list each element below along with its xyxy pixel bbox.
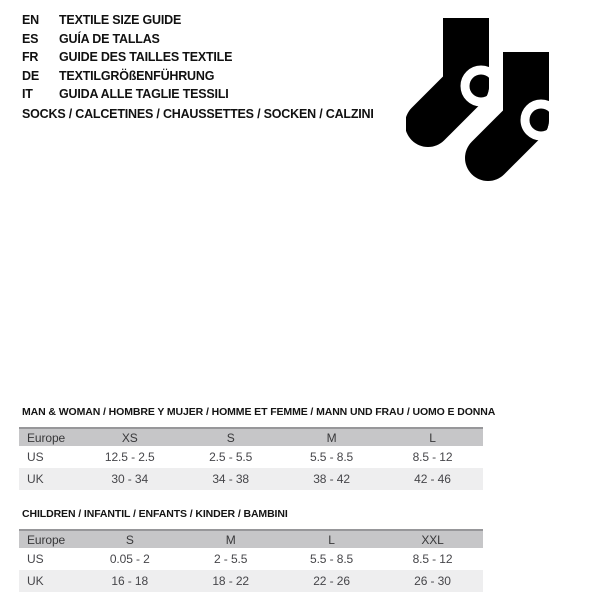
size-value: 2.5 - 5.5 bbox=[180, 446, 281, 468]
table-header-row bbox=[19, 428, 483, 446]
size-value: 12.5 - 2.5 bbox=[79, 446, 180, 468]
lang-label: TEXTILE SIZE GUIDE bbox=[59, 13, 182, 27]
lang-label: GUIDE DES TAILLES TEXTILE bbox=[59, 50, 233, 64]
size-value: 18 - 22 bbox=[180, 570, 281, 592]
size-value: 38 - 42 bbox=[281, 468, 382, 490]
size-value: 8.5 - 12 bbox=[382, 446, 483, 468]
size-table-man-woman bbox=[19, 403, 496, 490]
size-value: 5.5 - 8.5 bbox=[281, 548, 382, 570]
socks-icon bbox=[406, 12, 566, 202]
size-value: 5.5 - 8.5 bbox=[281, 446, 382, 468]
lang-code: EN bbox=[22, 13, 39, 27]
table-row-us bbox=[19, 548, 483, 570]
sock-shape bbox=[488, 52, 557, 158]
size-grid-adult bbox=[19, 427, 483, 490]
lang-code: IT bbox=[22, 87, 33, 101]
column-header-size: M bbox=[281, 428, 382, 446]
column-header-europe: Europe bbox=[19, 428, 79, 446]
size-value: 26 - 30 bbox=[382, 570, 483, 592]
region-label: US bbox=[19, 446, 79, 468]
product-category-line: SOCKS / CALCETINES / CHAUSSETTES / SOCKEN / CALZINI bbox=[22, 107, 374, 121]
size-value: 42 - 46 bbox=[382, 468, 483, 490]
column-header-size: S bbox=[180, 428, 281, 446]
lang-label: GUIDA ALLE TAGLIE TESSILI bbox=[59, 87, 229, 101]
column-header-size: XS bbox=[79, 428, 180, 446]
lang-row-es bbox=[22, 30, 232, 49]
lang-row-de bbox=[22, 67, 232, 86]
region-label: UK bbox=[19, 570, 79, 592]
table-row-uk bbox=[19, 468, 483, 490]
size-value: 34 - 38 bbox=[180, 468, 281, 490]
sock-shape bbox=[428, 18, 497, 124]
table-header-row bbox=[19, 530, 483, 548]
language-title-block bbox=[22, 11, 232, 104]
region-label: US bbox=[19, 548, 79, 570]
column-header-size: L bbox=[382, 428, 483, 446]
size-value: 30 - 34 bbox=[79, 468, 180, 490]
lang-code: ES bbox=[22, 31, 39, 46]
table-title: CHILDREN / INFANTIL / ENFANTS / KINDER / BAMBINI bbox=[22, 508, 288, 520]
size-grid-children bbox=[19, 529, 483, 592]
table-row-us bbox=[19, 446, 483, 468]
lang-row-it bbox=[22, 85, 232, 104]
table-title: MAN & WOMAN / HOMBRE Y MUJER / HOMME ET FEMME / MANN UND FRAU / UOMO E DONNA bbox=[22, 406, 496, 418]
column-header-size: L bbox=[281, 530, 382, 548]
column-header-size: M bbox=[180, 530, 281, 548]
size-value: 22 - 26 bbox=[281, 570, 382, 592]
lang-code: DE bbox=[22, 68, 39, 83]
lang-label: TEXTILGRÖßENFÜHRUNG bbox=[59, 68, 215, 83]
lang-row-en bbox=[22, 11, 232, 30]
size-value: 0.05 - 2 bbox=[79, 548, 180, 570]
size-table-children bbox=[19, 505, 483, 592]
size-value: 2 - 5.5 bbox=[180, 548, 281, 570]
size-value: 8.5 - 12 bbox=[382, 548, 483, 570]
table-row-uk bbox=[19, 570, 483, 592]
size-value: 16 - 18 bbox=[79, 570, 180, 592]
lang-row-fr bbox=[22, 48, 232, 67]
lang-code: FR bbox=[22, 50, 39, 64]
column-header-size: S bbox=[79, 530, 180, 548]
column-header-europe: Europe bbox=[19, 530, 79, 548]
column-header-size: XXL bbox=[382, 530, 483, 548]
lang-label: GUÍA DE TALLAS bbox=[59, 31, 160, 46]
region-label: UK bbox=[19, 468, 79, 490]
